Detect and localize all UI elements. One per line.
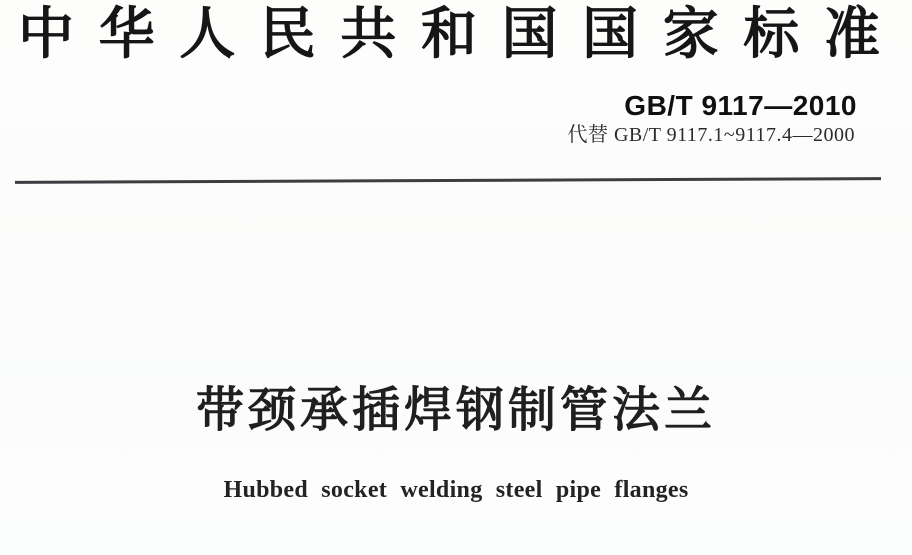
- banner-character: 和: [420, 4, 477, 66]
- supersedes-note: 代替 GB/T 9117.1~9117.4—2000: [567, 124, 855, 146]
- header-divider-rule: [15, 177, 881, 184]
- banner-character: 准: [823, 4, 880, 66]
- banner-character: 国: [582, 4, 639, 66]
- document-title-chinese: 带颈承插焊钢制管法兰: [195, 384, 716, 437]
- banner-character: 中: [18, 4, 74, 66]
- document-title-english: Hubbed socket welding steel pipe flanges: [223, 477, 689, 503]
- banner-character: 家: [662, 4, 719, 66]
- banner-character: 民: [259, 4, 316, 66]
- banner-character: 华: [98, 4, 155, 66]
- national-standard-banner: [18, 4, 880, 66]
- banner-character: 共: [340, 4, 397, 66]
- standard-code: GB/T 9117—2010: [624, 90, 857, 121]
- banner-character: 人: [179, 4, 236, 66]
- banner-character: 标: [743, 4, 800, 66]
- banner-character: 国: [501, 4, 558, 66]
